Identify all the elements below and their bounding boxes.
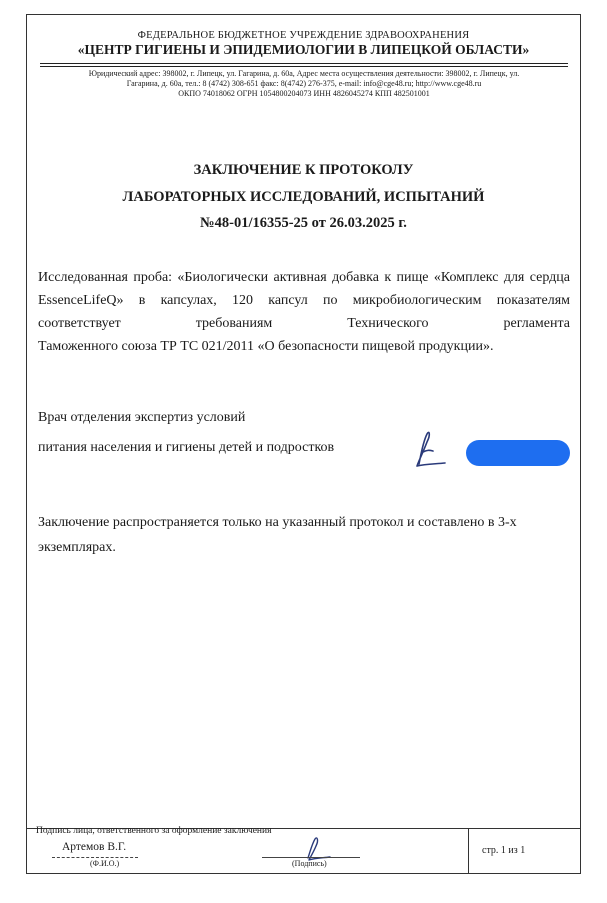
responsible-person-name: Артемов В.Г. (62, 841, 127, 853)
header-rule (40, 63, 568, 64)
conclusion-text: Исследованная проба: «Биологически активная добавка к пище «Комплекс для сердца EssenceLifeQ» в капсулах, 120 капсул по микробиологическим показателям соответствует требованиям Технического регламента (38, 270, 570, 331)
conclusion-text-last: Таможенного союза ТР ТС 021/2011 «О безопасности пищевой продукции». (38, 339, 494, 354)
header-rule-second (40, 66, 568, 67)
footer-divider (468, 828, 469, 874)
redacted-name-block (466, 440, 570, 466)
doctor-position-line1: Врач отделения экспертиз условий (38, 410, 246, 425)
doctor-signature (405, 428, 451, 470)
organization-name: ФЕДЕРАЛЬНОЕ БЮДЖЕТНОЕ УЧРЕЖДЕНИЕ ЗДРАВООХРАНЕНИЯ (137, 30, 470, 41)
fio-caption: (Ф.И.О.) (90, 859, 120, 868)
closing-statement: Заключение распространяется только на указанный протокол и составлено в 3-х экземплярах. (38, 515, 517, 555)
responsible-person-label: Подпись лица, ответственного за оформление заключения (36, 826, 272, 836)
document-title: ЗАКЛЮЧЕНИЕ К ПРОТОКОЛУ (193, 162, 414, 178)
address-line: Гагарина, д. 60а, тел.: 8 (4742) 308-651 факс: 8(4742) 276-375, e-mail: info@cge48.ru; http://www.cge48.ru (126, 79, 482, 88)
signature-caption: (Подпись) (292, 859, 327, 868)
protocol-number: №48-01/16355-25 от 26.03.2025 г. (200, 215, 407, 231)
page-number: стр. 1 из 1 (482, 845, 526, 856)
organization-title: «ЦЕНТР ГИГИЕНЫ И ЭПИДЕМИОЛОГИИ В ЛИПЕЦКОЙ ОБЛАСТИ» (77, 42, 530, 57)
registration-codes: ОКПО 74018062 ОГРН 1054800204073 ИНН 4826045274 КПП 482501001 (178, 89, 430, 98)
organization-address (40, 69, 568, 99)
conclusion-paragraph (38, 266, 570, 358)
address-line: Юридический адрес: 398002, г. Липецк, ул. Гагарина, д. 60а, Адрес места осуществления деятельности: 398002, г. Липецк, ул. (88, 69, 520, 78)
name-underline (52, 857, 138, 858)
document-subtitle: ЛАБОРАТОРНЫХ ИССЛЕДОВАНИЙ, ИСПЫТАНИЙ (122, 189, 485, 205)
doctor-position-line2: питания населения и гигиены детей и подростков (38, 440, 335, 455)
signature-underline (262, 857, 360, 858)
